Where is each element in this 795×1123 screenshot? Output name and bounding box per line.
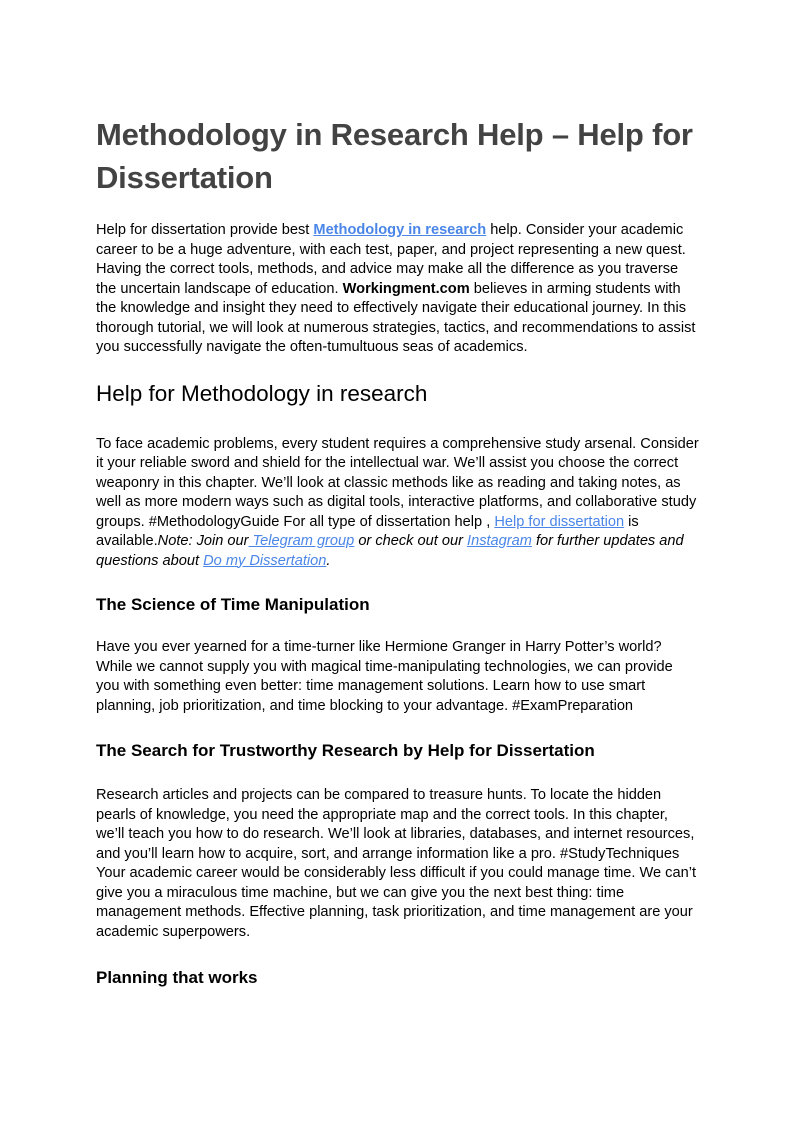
do-my-dissertation-link[interactable]: Do my Dissertation [203,552,327,569]
section-heading-time-manipulation: The Science of Time Manipulation [96,595,370,614]
telegram-group-link[interactable]: Telegram group [248,533,355,549]
note-text-2: or check out our [354,533,468,549]
help-text-1: To face academic problems, every student requires a comprehensive study arsenal. Consider it your reliable sword and shield for the intellectual war. We’ll assist you choose the correct weaponry in this chapter. We’ll look at classic methods like as reading and taking notes, as well as more modern ways such as digital tools, interactive platforms, and collaborative study groups. #MethodologyGuide For all type of dissertation help , [96,435,699,530]
section-heading-planning: Planning that works [96,968,258,987]
trustworthy-research-paragraph: Research articles and projects can be compared to treasure hunts. To locate the hidden pearls of knowledge, you need the appropriate map and the correct tools. In this chapter, we’ll teach you how to do research. We’ll look at libraries, databases, and internet resources, and you’ll learn how to acquire, sort, and arrange information like a pro. #StudyTechniques Your academic career would be considerably less difficult if you could manage time. We can’t give you a miraculous time machine, but we can give you the next best thing: time management methods. Effective planning, task prioritization, and time management are your academic superpowers. [96,787,697,940]
section-heading-trustworthy-research: The Search for Trustworthy Research by Help for Dissertation [96,741,595,760]
methodology-in-research-link[interactable]: Methodology in research [313,222,487,238]
page-title: Methodology in Research Help – Help for Dissertation [96,117,693,195]
instagram-link[interactable]: Instagram [467,533,532,549]
intro-text-2: help. Consider your academic career to be a huge adventure, with each test, paper, and project representing a new quest. Having the correct tools, methods, and advice may make all the difference as you traverse the uncertain landscape of education. [96,222,686,297]
note-text-1: Note: Join our [157,533,249,549]
help-for-dissertation-link[interactable]: Help for dissertation [494,513,625,530]
document-page [96,113,700,989]
note-text-3: for further updates and questions about [96,533,684,569]
note-text-4: . [326,552,331,569]
help-text-2: is available. [96,513,639,549]
intro-paragraph [96,221,700,358]
time-manipulation-paragraph: Have you ever yearned for a time-turner like Hermione Granger in Harry Potter’s world? While we cannot supply you with magical time-manipulating technologies, we can provide you with something even better: time management solutions. Learn how to use smart planning, job prioritization, and time blocking to your advantage. #ExamPreparation [96,639,673,714]
intro-text-1: Help for dissertation provide best [96,222,314,238]
section-heading-help-methodology: Help for Methodology in research [96,380,428,406]
help-methodology-paragraph [96,435,700,572]
intro-text-3: believes in arming students with the knowledge and insight they need to effectively navigate their educational journey. In this thorough tutorial, we will look at numerous strategies, tactics, and recommendations to assist you successfully navigate the often-tumultuous seas of academics. [96,280,696,355]
brand-name: Workingment.com [342,280,470,297]
